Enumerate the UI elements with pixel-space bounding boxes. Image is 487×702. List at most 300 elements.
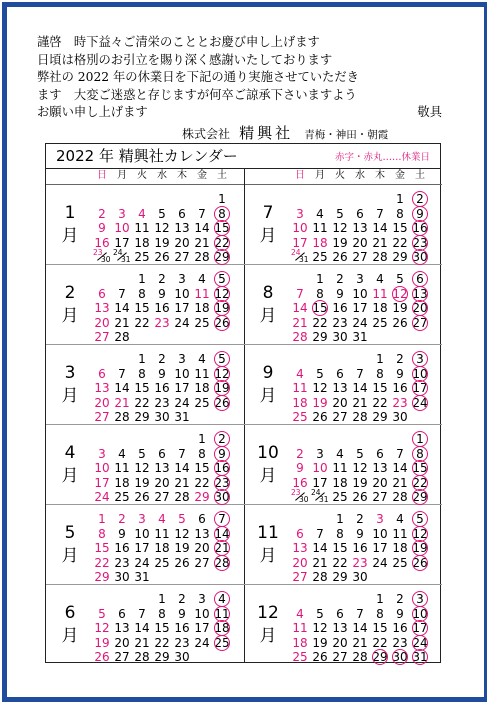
calendar-day: 2 [396, 352, 404, 366]
calendar-day: 5 [212, 351, 232, 367]
calendar-day: 15 [154, 621, 170, 635]
calendar-day: 30 [352, 570, 368, 584]
month-kanji: 月 [61, 466, 79, 486]
calendar-day: 4 [198, 352, 206, 366]
calendar-day: 20 [332, 635, 348, 650]
calendar-day: 7 [376, 206, 384, 221]
calendar-day: 25 [212, 635, 232, 651]
month-block-12 [244, 585, 442, 665]
month-label [48, 185, 92, 265]
calendar-day: 4 [198, 272, 206, 286]
calendar-day: 22 [134, 315, 150, 330]
calendar-day: 1 [98, 512, 106, 526]
calendar-day: 14 [194, 221, 210, 235]
calendar-day: 21 [174, 475, 190, 490]
calendar-day: 24 [194, 635, 210, 650]
calendar-day: 20 [94, 315, 110, 330]
calendar-day: 7 [356, 606, 364, 621]
calendar-day: 12 [174, 526, 190, 541]
month-kanji: 月 [61, 226, 79, 246]
holiday-calendar [45, 143, 441, 663]
calendar-day: 25 [114, 490, 130, 504]
calendar-day: 24 [352, 315, 368, 330]
calendar-day: 16 [154, 381, 170, 395]
calendar-day: 16 [410, 220, 430, 236]
calendar-day: 16 [212, 460, 232, 476]
calendar-day: 18 [114, 475, 130, 490]
calendar-day [92, 249, 112, 265]
month-label [48, 585, 92, 665]
calendar-day: 18 [212, 620, 232, 636]
calendar-day: 28 [114, 410, 130, 424]
calendar-day: 18 [194, 381, 210, 395]
calendar-day: 14 [352, 621, 368, 635]
calendar-day: 29 [372, 410, 388, 424]
calendar-day: 7 [212, 511, 232, 527]
closing-word: 敬具 [417, 105, 442, 119]
month-label [246, 185, 290, 265]
month-block-5 [46, 505, 244, 585]
calendar-day: 3 [198, 592, 206, 606]
month-kanji: 月 [259, 226, 277, 246]
calendar-day: 2 [296, 446, 304, 461]
calendar-day: 17 [174, 301, 190, 315]
calendar-day: 23 [212, 475, 232, 491]
company-signature [182, 122, 452, 143]
calendar-day: 3 [138, 512, 146, 526]
calendar-day: 30 [410, 249, 430, 265]
weekday-wed: 水 [157, 170, 167, 181]
calendar-day: 22 [94, 555, 110, 570]
calendar-day: 11 [332, 461, 348, 475]
month-number: 11 [257, 523, 279, 543]
calendar-day: 9 [158, 286, 166, 301]
month-kanji: 月 [259, 306, 277, 326]
calendar-day: 6 [98, 286, 106, 301]
calendar-day: 10 [114, 221, 130, 235]
calendar-day: 19 [410, 540, 430, 556]
calendar-day: 15 [94, 541, 110, 555]
calendar-day: 28 [372, 250, 388, 264]
month-label [48, 265, 92, 345]
calendar-day: 15 [332, 541, 348, 555]
calendar-day: 29 [332, 570, 348, 584]
calendar-day: 14 [134, 621, 150, 635]
calendar-day: 28 [212, 555, 232, 571]
calendar-day: 19 [312, 635, 328, 650]
calendar-day: 5 [212, 271, 232, 287]
month-kanji: 月 [259, 466, 277, 486]
calendar-day [310, 489, 330, 505]
calendar-day: 29 [392, 250, 408, 264]
calendar-day: 25 [292, 650, 308, 664]
calendar-day: 18 [312, 235, 328, 250]
calendar-day: 12 [212, 366, 232, 382]
calendar-day: 21 [372, 235, 388, 250]
calendar-day: 5 [138, 446, 146, 461]
calendar-day: 22 [332, 555, 348, 570]
calendar-day: 8 [410, 446, 430, 462]
letter-line: ます 大変ご迷惑と存じますが何卒ご諒承下さいますよう [37, 87, 357, 102]
month-label [246, 585, 290, 665]
calendar-day: 29 [370, 649, 390, 665]
calendar-day: 6 [158, 446, 166, 461]
calendar-day: 3 [356, 272, 364, 286]
calendar-day: 2 [356, 512, 364, 526]
letter-line: 日頃は格別のお引立を賜り深く感謝いたしております [37, 52, 333, 67]
calendar-day: 12 [312, 621, 328, 635]
weekday-mon: 月 [117, 170, 127, 181]
calendar-day: 5 [158, 206, 166, 221]
calendar-day: 6 [198, 512, 206, 526]
calendar-day: 25 [332, 490, 348, 504]
calendar-day [290, 489, 310, 505]
combined-date-first: 24 [113, 248, 123, 257]
calendar-day: 1 [218, 192, 226, 206]
calendar-day: 19 [154, 235, 170, 250]
calendar-day: 15 [134, 381, 150, 395]
calendar-day: 13 [94, 301, 110, 315]
calendar-day: 26 [94, 650, 110, 664]
calendar-header [46, 144, 440, 169]
weekday-sun: 日 [295, 170, 305, 181]
calendar-day: 18 [332, 475, 348, 490]
calendar-day: 11 [134, 221, 150, 235]
calendar-day: 31 [174, 410, 190, 424]
calendar-day: 18 [292, 635, 308, 650]
calendar-day: 6 [336, 366, 344, 381]
letter-line: 謹啓 時下益々ご清栄のこととお慶び申し上げます [37, 35, 320, 49]
letter-line: 弊社の 2022 年の休業日を下記の通り実施させていただき [37, 70, 359, 84]
calendar-day: 8 [198, 446, 206, 461]
calendar-day: 9 [356, 526, 364, 541]
calendar-day: 11 [292, 621, 308, 635]
calendar-day: 21 [194, 235, 210, 250]
calendar-day: 26 [134, 490, 150, 504]
combined-date-second: 30 [101, 255, 111, 264]
calendar-day: 2 [118, 512, 126, 526]
calendar-day: 22 [312, 315, 328, 330]
calendar-day: 20 [114, 635, 130, 650]
calendar-day: 9 [410, 206, 430, 222]
calendar-day: 16 [392, 621, 408, 635]
calendar-day: 5 [98, 606, 106, 621]
calendar-day: 7 [396, 446, 404, 461]
calendar-day: 16 [94, 235, 110, 250]
calendar-day: 25 [372, 315, 388, 330]
calendar-day: 5 [336, 206, 344, 221]
calendar-day: 19 [392, 301, 408, 315]
month-number: 6 [64, 603, 76, 623]
calendar-day: 12 [312, 381, 328, 395]
calendar-day: 10 [174, 286, 190, 301]
calendar-day: 17 [174, 381, 190, 395]
calendar-day: 27 [194, 555, 210, 570]
weekday-sun: 日 [97, 170, 107, 181]
calendar-day: 22 [372, 395, 388, 410]
calendar-day: 23 [392, 395, 408, 410]
calendar-day: 26 [410, 555, 430, 571]
calendar-day: 18 [372, 301, 388, 315]
calendar-day: 13 [332, 621, 348, 635]
calendar-day: 25 [194, 395, 210, 410]
calendar-day: 15 [410, 460, 430, 476]
calendar-day: 9 [396, 366, 404, 381]
calendar-day: 13 [410, 286, 430, 302]
calendar-day: 12 [134, 461, 150, 475]
combined-date-second: 30 [299, 495, 309, 504]
calendar-day: 10 [292, 221, 308, 235]
month-number: 12 [257, 603, 279, 623]
calendar-day: 20 [372, 475, 388, 490]
calendar-day: 20 [174, 235, 190, 250]
calendar-day: 8 [336, 526, 344, 541]
calendar-day: 17 [410, 620, 430, 636]
calendar-day: 11 [114, 461, 130, 475]
calendar-day: 10 [174, 366, 190, 381]
combined-date-second: 31 [121, 255, 131, 264]
calendar-day: 20 [194, 541, 210, 555]
calendar-day: 10 [194, 606, 210, 621]
calendar-day: 30 [212, 489, 232, 505]
calendar-day: 30 [114, 570, 130, 584]
calendar-day: 29 [134, 410, 150, 424]
calendar-day: 7 [296, 286, 304, 301]
calendar-day: 9 [336, 286, 344, 301]
calendar-day: 23 [154, 395, 170, 410]
calendar-day: 4 [212, 591, 232, 607]
calendar-day: 2 [336, 272, 344, 286]
month-label [246, 345, 290, 425]
calendar-day: 26 [174, 555, 190, 570]
calendar-day: 21 [392, 475, 408, 490]
calendar-day: 12 [410, 526, 430, 542]
calendar-day: 3 [316, 446, 324, 461]
weekday-sat: 土 [217, 170, 227, 181]
calendar-day: 28 [292, 330, 308, 344]
calendar-day: 19 [94, 635, 110, 650]
calendar-day: 1 [410, 431, 430, 447]
combined-date-first: 23 [93, 248, 103, 257]
calendar-day: 12 [332, 221, 348, 235]
calendar-day: 26 [312, 650, 328, 664]
calendar-day: 15 [372, 621, 388, 635]
calendar-day: 26 [332, 250, 348, 264]
calendar-day: 2 [98, 206, 106, 221]
calendar-day: 26 [154, 250, 170, 264]
calendar-day: 10 [94, 461, 110, 475]
calendar-day: 14 [174, 461, 190, 475]
weekday-thu: 木 [375, 170, 385, 181]
month-block-8 [244, 265, 442, 345]
calendar-day: 21 [292, 315, 308, 330]
calendar-day: 22 [154, 635, 170, 650]
calendar-day: 27 [174, 250, 190, 264]
calendar-day: 3 [178, 352, 186, 366]
calendar-day: 27 [114, 650, 130, 664]
calendar-day: 9 [396, 606, 404, 621]
calendar-day: 30 [390, 649, 410, 665]
calendar-day: 21 [134, 635, 150, 650]
calendar-day: 7 [178, 446, 186, 461]
calendar-day: 11 [312, 221, 328, 235]
calendar-day: 15 [392, 221, 408, 235]
calendar-day: 4 [158, 512, 166, 526]
calendar-day: 10 [352, 286, 368, 301]
calendar-day: 14 [312, 541, 328, 555]
calendar-day: 19 [212, 380, 232, 396]
month-label [48, 425, 92, 505]
calendar-day: 7 [356, 366, 364, 381]
calendar-day: 28 [174, 490, 190, 504]
calendar-day: 3 [410, 591, 430, 607]
calendar-day: 6 [336, 606, 344, 621]
calendar-day: 19 [174, 541, 190, 555]
calendar-day: 9 [98, 221, 106, 235]
month-kanji: 月 [259, 626, 277, 646]
month-block-10 [244, 425, 442, 505]
calendar-day: 30 [332, 330, 348, 344]
calendar-day: 4 [138, 206, 146, 221]
calendar-day: 25 [392, 555, 408, 570]
combined-date-first: 24 [291, 248, 301, 257]
month-number: 7 [262, 203, 274, 223]
calendar-day: 11 [212, 606, 232, 622]
calendar-day: 8 [376, 606, 384, 621]
calendar-day: 28 [114, 330, 130, 344]
calendar-day: 11 [154, 526, 170, 541]
calendar-day: 24 [174, 395, 190, 410]
calendar-day: 5 [316, 366, 324, 381]
calendar-day: 20 [292, 555, 308, 570]
calendar-day: 21 [352, 635, 368, 650]
calendar-day: 1 [158, 592, 166, 606]
calendar-day: 13 [154, 461, 170, 475]
calendar-day: 10 [410, 606, 430, 622]
calendar-day: 26 [212, 315, 232, 331]
calendar-day: 14 [212, 526, 232, 542]
weekday-tue: 火 [137, 170, 147, 181]
calendar-day: 8 [396, 206, 404, 221]
calendar-day: 14 [352, 381, 368, 395]
calendar-day: 8 [138, 366, 146, 381]
calendar-day: 16 [332, 301, 348, 315]
calendar-day: 6 [376, 446, 384, 461]
calendar-day: 15 [372, 381, 388, 395]
month-block-2 [46, 265, 244, 345]
month-block-3 [46, 345, 244, 425]
calendar-day: 1 [198, 432, 206, 446]
calendar-day: 16 [352, 541, 368, 555]
letter-last-line: お願い申し上げます [37, 105, 148, 119]
calendar-day: 10 [410, 366, 430, 382]
calendar-day: 23 [392, 635, 408, 650]
calendar-day [112, 249, 132, 265]
calendar-day: 12 [352, 461, 368, 475]
calendar-day: 18 [154, 541, 170, 555]
calendar-day: 6 [356, 206, 364, 221]
calendar-day: 29 [410, 489, 430, 505]
calendar-day: 23 [332, 315, 348, 330]
calendar-day: 27 [372, 490, 388, 504]
calendar-day: 4 [396, 512, 404, 526]
calendar-day: 11 [372, 286, 388, 301]
calendar-day: 3 [296, 206, 304, 221]
calendar-day: 28 [194, 250, 210, 264]
calendar-day: 1 [316, 272, 324, 286]
calendar-day: 18 [134, 235, 150, 250]
greeting-letter [37, 34, 442, 122]
calendar-day: 10 [372, 526, 388, 541]
calendar-day: 14 [292, 301, 308, 315]
calendar-day: 8 [138, 286, 146, 301]
calendar-day: 8 [98, 526, 106, 541]
calendar-day: 20 [410, 300, 430, 316]
calendar-day: 24 [94, 490, 110, 504]
calendar-day: 27 [292, 570, 308, 584]
calendar-day: 21 [312, 555, 328, 570]
calendar-day: 17 [194, 621, 210, 635]
holiday-legend: 赤字・赤丸……休業日 [334, 152, 430, 163]
calendar-day: 27 [410, 315, 430, 331]
calendar-day: 1 [138, 272, 146, 286]
month-block-1 [46, 185, 244, 265]
weekday-tue: 火 [335, 170, 345, 181]
calendar-day: 2 [410, 191, 430, 207]
calendar-day: 9 [118, 526, 126, 541]
calendar-day: 1 [138, 352, 146, 366]
calendar-day: 2 [396, 592, 404, 606]
calendar-day: 19 [352, 475, 368, 490]
calendar-day: 5 [316, 606, 324, 621]
calendar-day: 2 [158, 352, 166, 366]
calendar-day: 28 [392, 490, 408, 504]
calendar-day: 21 [114, 395, 130, 410]
calendar-day: 26 [312, 410, 328, 424]
calendar-day: 25 [154, 555, 170, 570]
calendar-day: 22 [392, 235, 408, 250]
calendar-day: 1 [376, 592, 384, 606]
calendar-day: 31 [134, 570, 150, 584]
calendar-day: 27 [332, 650, 348, 664]
calendar-day: 5 [178, 512, 186, 526]
calendar-day: 4 [376, 272, 384, 286]
calendar-day: 1 [396, 192, 404, 206]
calendar-day: 3 [410, 351, 430, 367]
calendar-day: 20 [352, 235, 368, 250]
calendar-day: 30 [154, 410, 170, 424]
calendar-day: 9 [158, 366, 166, 381]
month-block-11 [244, 505, 442, 585]
calendar-day: 17 [94, 475, 110, 490]
calendar-day: 26 [212, 395, 232, 411]
calendar-day: 17 [410, 380, 430, 396]
calendar-day: 20 [154, 475, 170, 490]
month-number: 1 [64, 203, 76, 223]
month-number: 10 [257, 443, 279, 463]
calendar-day: 10 [134, 526, 150, 541]
calendar-day: 13 [352, 221, 368, 235]
calendar-day: 2 [178, 592, 186, 606]
month-number: 2 [64, 283, 76, 303]
month-block-6 [46, 585, 244, 665]
calendar-day: 26 [352, 490, 368, 504]
month-kanji: 月 [259, 546, 277, 566]
weekday-fri: 金 [197, 170, 207, 181]
month-label [48, 345, 92, 425]
calendar-day: 29 [312, 330, 328, 344]
calendar-day: 25 [312, 250, 328, 264]
